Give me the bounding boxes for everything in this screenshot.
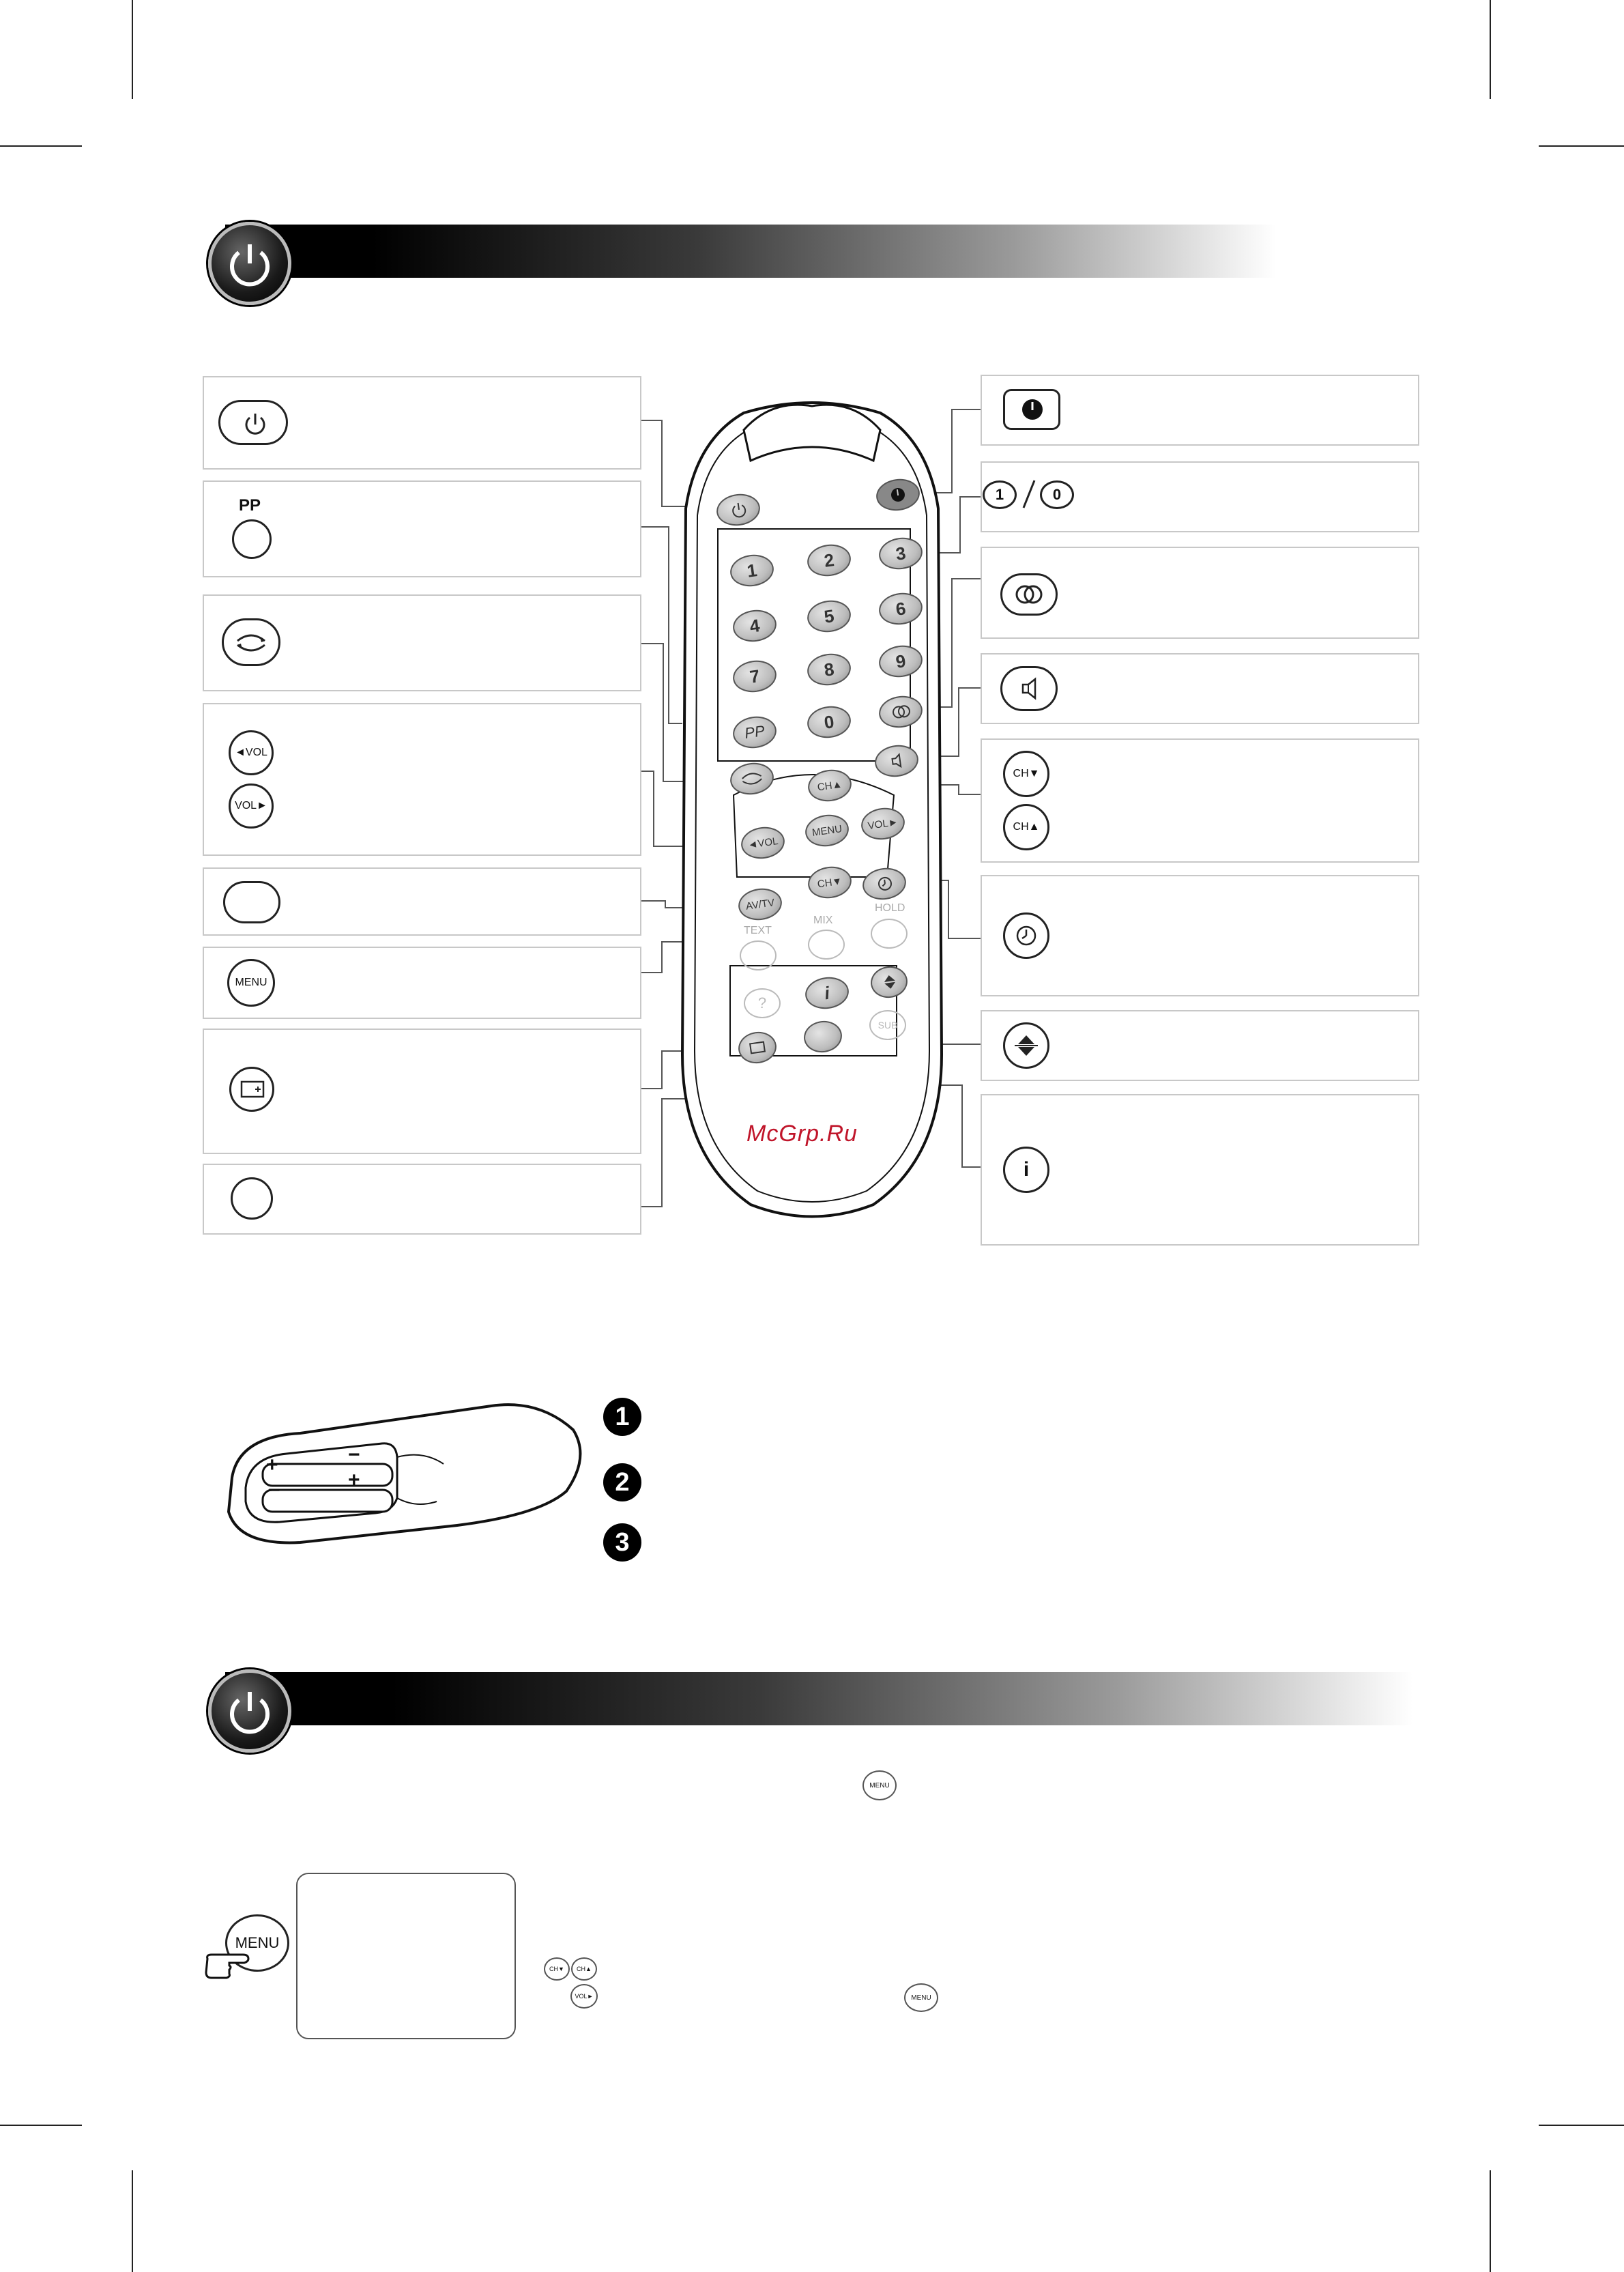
vol-right-button-icon: VOL►: [229, 783, 274, 829]
one-button-icon: 1: [983, 480, 1017, 509]
remote-vol-right-key: VOL►: [859, 805, 907, 842]
remote-key-7: 7: [731, 658, 779, 695]
remote-info-key: i: [803, 975, 851, 1011]
battery-minus-bottom: −: [268, 1479, 280, 1501]
remote-key-3: 3: [877, 535, 925, 572]
big-menu-button: MENU: [225, 1914, 289, 1972]
tv-screen-frame: [296, 1873, 516, 2039]
remote-key-8: 8: [805, 651, 853, 688]
remote-key-0: 0: [805, 704, 853, 740]
remote-mix-label: MIX: [813, 915, 833, 926]
battery-plus-bottom: +: [348, 1469, 360, 1491]
menu-inline-icon: MENU: [862, 1770, 897, 1800]
remote-avtv-key: AV/TV: [736, 886, 784, 923]
ch-up-button-icon: CH▲: [1003, 804, 1049, 850]
step-2-badge: 2: [603, 1463, 641, 1501]
vol-left-button-icon: ◄VOL: [229, 730, 274, 775]
zero-button-icon: 0: [1040, 480, 1074, 509]
battery-minus-top: −: [348, 1443, 360, 1466]
remote-hold-label: HOLD: [875, 902, 905, 914]
menu-button-icon: MENU: [227, 959, 275, 1007]
remote-key-5: 5: [805, 598, 853, 635]
remote-key-2: 2: [805, 542, 853, 579]
remote-key-pp: PP: [731, 714, 779, 751]
remote-hold-key: [871, 919, 908, 949]
remote-text-label: TEXT: [744, 925, 772, 936]
ch-down-button-icon: CH▼: [1003, 751, 1049, 797]
battery-plus-top: +: [266, 1454, 278, 1476]
remote-key-6: 6: [877, 590, 925, 627]
remote-menu-key: MENU: [803, 812, 851, 849]
remote-key-4: 4: [731, 607, 779, 644]
vol-right-inline-icon: VOL►: [570, 1984, 598, 2009]
remote-key-1: 1: [728, 552, 776, 589]
info-button-icon: i: [1003, 1147, 1049, 1193]
remote-question-key: ?: [744, 988, 781, 1018]
remote-ch-up-key: CH▲: [806, 767, 854, 804]
ch-down-inline-icon: CH▼: [544, 1957, 570, 1981]
remote-vol-left-key: ◄VOL: [739, 824, 787, 861]
remote-ch-down-key: CH▼: [806, 864, 854, 901]
remote-sub-key: SUB: [869, 1010, 906, 1040]
remote-control-body: [669, 399, 955, 1218]
pointing-hand-icon: [202, 1949, 263, 1983]
step-1-badge: 1: [603, 1398, 641, 1436]
remote-text-key: [740, 940, 777, 970]
ch-up-inline-icon: CH▲: [571, 1957, 597, 1981]
remote-key-9: 9: [877, 643, 925, 680]
step-3-badge: 3: [603, 1523, 641, 1562]
pp-label: PP: [239, 496, 261, 515]
watermark: McGrp.Ru: [746, 1121, 858, 1147]
remote-mix-key: [808, 930, 845, 960]
menu-inline-icon-2: MENU: [904, 1983, 938, 2012]
